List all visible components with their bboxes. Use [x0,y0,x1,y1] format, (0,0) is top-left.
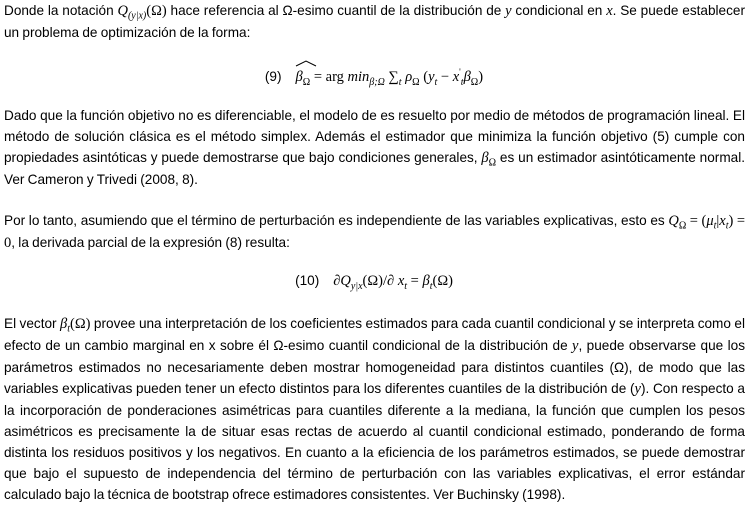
math-Q-argument: (Ω) [146,3,167,19]
math-x-prime: ' [459,67,461,78]
math-x: x [452,69,460,85]
math-minus: − [437,69,453,85]
paragraph-optimization [4,105,745,190]
math-mu-subscript: t [713,220,717,232]
math-beta: β [422,273,430,289]
paragraph-notation [4,0,745,43]
math-min: min [347,69,370,85]
math-rho-subscript: Ω [412,76,420,88]
text-run: El vector [4,316,61,331]
math-equals: = [407,273,423,289]
math-sum: ∑ [384,69,399,85]
equation-9 [0,64,748,88]
math-beta-subscript: t [429,280,433,292]
math-close-zero: ) = 0 [4,213,746,251]
math-close-paren: ) [478,69,484,85]
equation-10 [0,270,748,292]
beta-hat [296,64,311,88]
math-beta: β [481,150,489,166]
math-beta: β [463,69,471,85]
paragraph-assumption [4,210,745,254]
text-run: condicional en [511,3,607,18]
math-y: y [505,3,512,19]
math-beta: β [295,69,303,85]
math-Q-subscript: (y|x) [127,10,147,22]
math-x: x [397,273,405,289]
text-run: , la derivada parcial de la expresión (8) resulta: [11,235,290,250]
math-rho: ρ [401,69,413,85]
text-run: Dado que la función objetivo no es diferenciable, el modelo de es resuelto por medio de métodos de programación lineal. El método de solución clásica es el método simplex. Además el estimador que minimiza la función objetivo (5) cumple con propiedades asintóticas y puede demostrarse que bajo condiciones generales, [4,108,745,165]
math-equals-arg: = arg [310,69,348,85]
text-run: hace referencia al Ω-esimo cuantil de la distribución de [166,3,506,18]
math-min-subscript: β;Ω [369,76,385,88]
math-beta-subscript: Ω [470,76,479,88]
math-Q: Q [340,273,351,289]
math-slash-partial: /∂ [382,273,398,289]
math-Q: Q [117,3,128,19]
math-equals-open: = ( [686,213,707,229]
text-run: Por lo tanto, asumiendo que el término de perturbación es independiente de las variables explicativas, esto es [4,213,669,228]
math-y: y [428,69,435,85]
math-open-paren: ( [419,69,429,85]
hat-accent-icon [295,60,317,67]
math-x-subscript: t [404,280,408,292]
math-beta-argument: (Ω) [70,316,91,332]
math-beta-subscript: t [67,323,71,335]
math-beta-subscript: Ω [488,157,497,169]
text-run: . Se puede establecer un problema de optimización de la forma: [4,3,745,40]
math-mu: μ [706,213,714,229]
math-Q-subscript: Ω [678,220,687,232]
math-beta: β [60,316,68,332]
math-sum-subscript: t [398,76,402,88]
math-x-subscript: t [460,76,464,88]
text-run: provee una interpretación de los coeficientes estimados para cada cuantil condicional y se interpreta como el efecto de un cambio marginal en x sobre él Ω-esimo cuantil condicional de la distribución de [4,316,745,353]
math-y: y [634,381,641,397]
text-run: ). Con respecto a la incorporación de ponderaciones asimétricas para cuantiles diferente a la mediana, la función que cumplen los pesos asimétricos es precisamente la de situar esas rectas de acuerdo al cuantil condicional estimado, ponderando de forma distinta los residuos positivos y los negativos. En cuanto a la eficiencia de los parámetros estimados, se puede demostrar que bajo el supuesto de independencia del término de perturbación con las variables explicativas, el error estándar calculado bajo la técnica de bootstrap ofrece estimadores consistentes. Ver Buchinsky (1998). [4,381,745,502]
math-bar: | [716,213,720,229]
text-run: Donde la notación [4,3,118,18]
math-Q: Q [668,213,679,229]
math-y-subscript: t [434,76,438,88]
math-beta-argument: (Ω) [432,273,453,289]
equation-number: (10) [295,273,320,288]
math-beta-subscript: Ω [302,76,311,88]
math-Q-argument: (Ω) [362,273,383,289]
math-x: x [719,213,726,229]
paragraph-interpretation [4,313,745,505]
math-y: y [572,338,579,354]
equation-number: (9) [264,69,282,84]
math-x-subscript: t [725,220,729,232]
text-run: es un estimador asintóticamente normal. Ver Cameron y Trivedi (2008, 8). [4,150,745,187]
text-run: , puede observarse que los parámetros estimados no necesariamente deben mostrar homogeneidad para distintos cuantiles (Ω), de modo que las variables explicativas pueden tener un efecto distintos para los diferentes cuantiles de la distribución de ( [4,338,745,396]
math-Q-subscript: y|x [350,280,363,292]
math-x: x [606,3,613,19]
math-partial: ∂ [333,273,341,289]
